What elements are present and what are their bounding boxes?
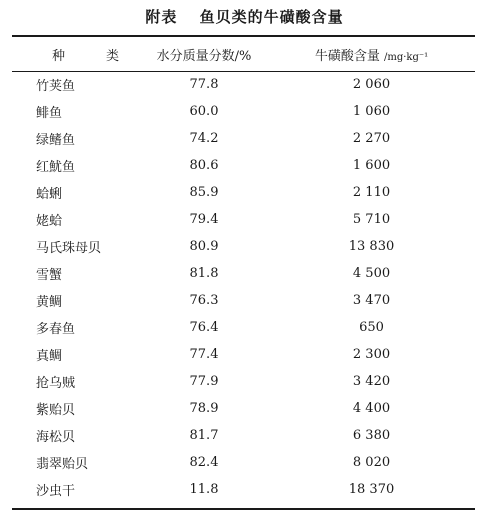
- water-content-cell: 74.2: [189, 131, 219, 146]
- table-row: [12, 152, 475, 179]
- species-cell: 多春鱼: [36, 322, 76, 337]
- species-cell: 真鲷: [36, 349, 63, 364]
- water-content-cell: 77.8: [189, 77, 219, 92]
- table-row: [12, 287, 475, 314]
- taurine-content-cell: 6 380: [352, 428, 391, 443]
- bottom-rule: [12, 508, 475, 510]
- water-content-cell: 78.9: [189, 401, 219, 416]
- water-content-cell: 80.9: [189, 239, 219, 254]
- table-header-row: [12, 37, 475, 71]
- species-cell: 雪蟹: [36, 268, 63, 283]
- taurine-content-cell: 3 470: [352, 293, 391, 308]
- table-row: [12, 449, 475, 476]
- species-cell: 海松贝: [36, 430, 76, 445]
- header-taurine-content: [268, 37, 475, 71]
- taurine-content-cell: 3 420: [352, 374, 391, 389]
- species-cell: 绿鳍鱼: [36, 133, 76, 148]
- species-cell: 马氏珠母贝: [36, 241, 102, 256]
- taurine-content-cell: 1 060: [352, 104, 391, 119]
- water-content-cell: 81.7: [189, 428, 219, 443]
- table-row: [12, 71, 475, 98]
- species-cell: 紫贻贝: [36, 403, 76, 418]
- table-row: [12, 125, 475, 152]
- taurine-content-cell: 1 600: [352, 158, 391, 173]
- taurine-content-cell: 2 110: [352, 185, 391, 200]
- taurine-content-cell: 2 270: [352, 131, 391, 146]
- table-row: [12, 98, 475, 125]
- taurine-content-cell: 4 500: [352, 266, 391, 281]
- table-row: [12, 206, 475, 233]
- species-cell: 姥蛤: [36, 214, 63, 229]
- table-row: [12, 341, 475, 368]
- table-row: [12, 368, 475, 395]
- species-cell: 红魷鱼: [36, 160, 76, 175]
- taurine-content-cell: 18 370: [348, 482, 395, 497]
- header-taurine-unit: /mg·kg⁻¹: [383, 51, 429, 63]
- table-row: [12, 179, 475, 206]
- water-content-cell: 77.4: [189, 347, 219, 362]
- taurine-content-cell: 4 400: [352, 401, 391, 416]
- water-content-cell: 80.6: [189, 158, 219, 173]
- water-content-cell: 82.4: [189, 455, 219, 470]
- table-caption: 附表 鱼贝类的牛磺酸含量: [145, 8, 344, 26]
- water-content-cell: 11.8: [189, 482, 219, 497]
- table-row: [12, 476, 475, 503]
- water-content-cell: 81.8: [189, 266, 219, 281]
- taurine-table: [12, 37, 475, 503]
- taurine-content-cell: 5 710: [352, 212, 391, 227]
- species-cell: 翡翠贻贝: [36, 457, 89, 472]
- species-cell: 鲱鱼: [36, 106, 63, 121]
- table-body: [12, 71, 475, 503]
- taurine-content-cell: 650: [359, 320, 384, 335]
- water-content-cell: 60.0: [189, 104, 219, 119]
- header-taurine-label: 牛磺酸含量: [314, 48, 384, 64]
- species-cell: 黄鲷: [36, 295, 63, 310]
- table-row: [12, 260, 475, 287]
- water-content-cell: 85.9: [189, 185, 219, 200]
- species-cell: 蛤蜊: [36, 187, 63, 202]
- taurine-content-cell: 8 020: [352, 455, 391, 470]
- species-cell: 沙虫干: [36, 484, 76, 499]
- table-row: [12, 233, 475, 260]
- taurine-content-cell: 2 300: [352, 347, 391, 362]
- table-row: [12, 314, 475, 341]
- water-content-cell: 76.4: [189, 320, 219, 335]
- table-row: [12, 395, 475, 422]
- species-cell: 抢乌贼: [36, 376, 76, 391]
- table-row: [12, 422, 475, 449]
- taurine-content-cell: 13 830: [348, 239, 395, 254]
- water-content-cell: 77.9: [189, 374, 219, 389]
- header-water-content: 水分质量分数/%: [156, 48, 252, 64]
- header-species: 种 类: [52, 48, 134, 64]
- species-cell: 竹荚鱼: [36, 79, 76, 94]
- taurine-content-cell: 2 060: [352, 77, 391, 92]
- water-content-cell: 76.3: [189, 293, 219, 308]
- water-content-cell: 79.4: [189, 212, 219, 227]
